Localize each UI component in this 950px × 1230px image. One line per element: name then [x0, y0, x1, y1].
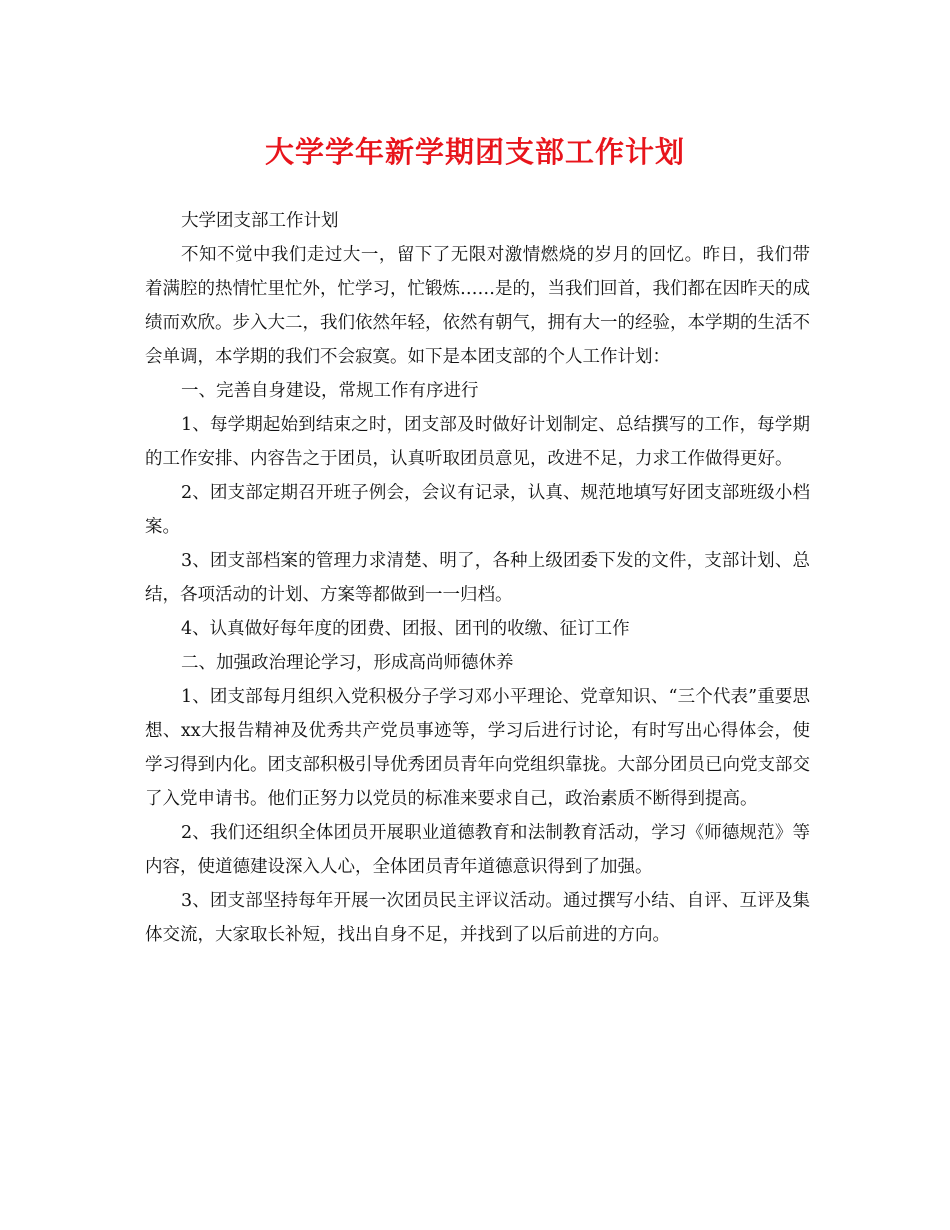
paragraph-subtitle: 大学团支部工作计划 [181, 211, 339, 231]
paragraph-item: 3、团支部坚持每年开展一次团员民主评议活动。通过撰写小结、自评、互评及集体交流，大家取长补短，找出自身不足，并找到了以后前进的方向。 [145, 891, 810, 945]
paragraph-item: 2、团支部定期召开班子例会，会议有记录，认真、规范地填写好团支部班级小档案。 [145, 483, 810, 537]
document-title: 大学学年新学期团支部工作计划 [264, 135, 685, 169]
paragraph-item: 2、我们还组织全体团员开展职业道德教育和法制教育活动，学习《师德规范》等内容，使道德建设深入人心，全体团员青年道德意识得到了加强。 [145, 823, 810, 877]
section-heading-2: 二、加强政治理论学习，形成高尚师德休养 [181, 653, 514, 673]
paragraph-item: 4、认真做好每年度的团费、团报、团刊的收缴、征订工作 [181, 619, 630, 639]
paragraph-item: 1、团支部每月组织入党积极分子学习邓小平理论、党章知识、“三个代表”重要思想、xx大报告精神及优秀共产党员事迹等，学习后进行讨论，有时写出心得体会，使学习得到内化。团支部积极引导优秀团员青年向党组织靠拢。大部分团员已向党支部交了入党申请书。他们正努力以党员的标准来要求自己，政治素质不断得到提高。 [145, 687, 810, 809]
document-body [145, 204, 810, 952]
section-heading-1: 一、完善自身建设，常规工作有序进行 [181, 381, 479, 401]
paragraph-item: 1、每学期起始到结束之时，团支部及时做好计划制定、总结撰写的工作，每学期的工作安排、内容告之于团员，认真听取团员意见，改进不足，力求工作做得更好。 [145, 415, 810, 469]
paragraph-intro: 不知不觉中我们走过大一，留下了无限对激情燃烧的岁月的回忆。昨日，我们带着满腔的热情忙里忙外，忙学习，忙锻炼……是的，当我们回首，我们都在因昨天的成绩而欢欣。步入大二，我们依然年轻，依然有朝气，拥有大一的经验，本学期的生活不会单调，本学期的我们不会寂寞。如下是本团支部的个人工作计划： [145, 245, 810, 367]
paragraph-item: 3、团支部档案的管理力求清楚、明了，各种上级团委下发的文件，支部计划、总结，各项活动的计划、方案等都做到一一归档。 [145, 551, 810, 605]
